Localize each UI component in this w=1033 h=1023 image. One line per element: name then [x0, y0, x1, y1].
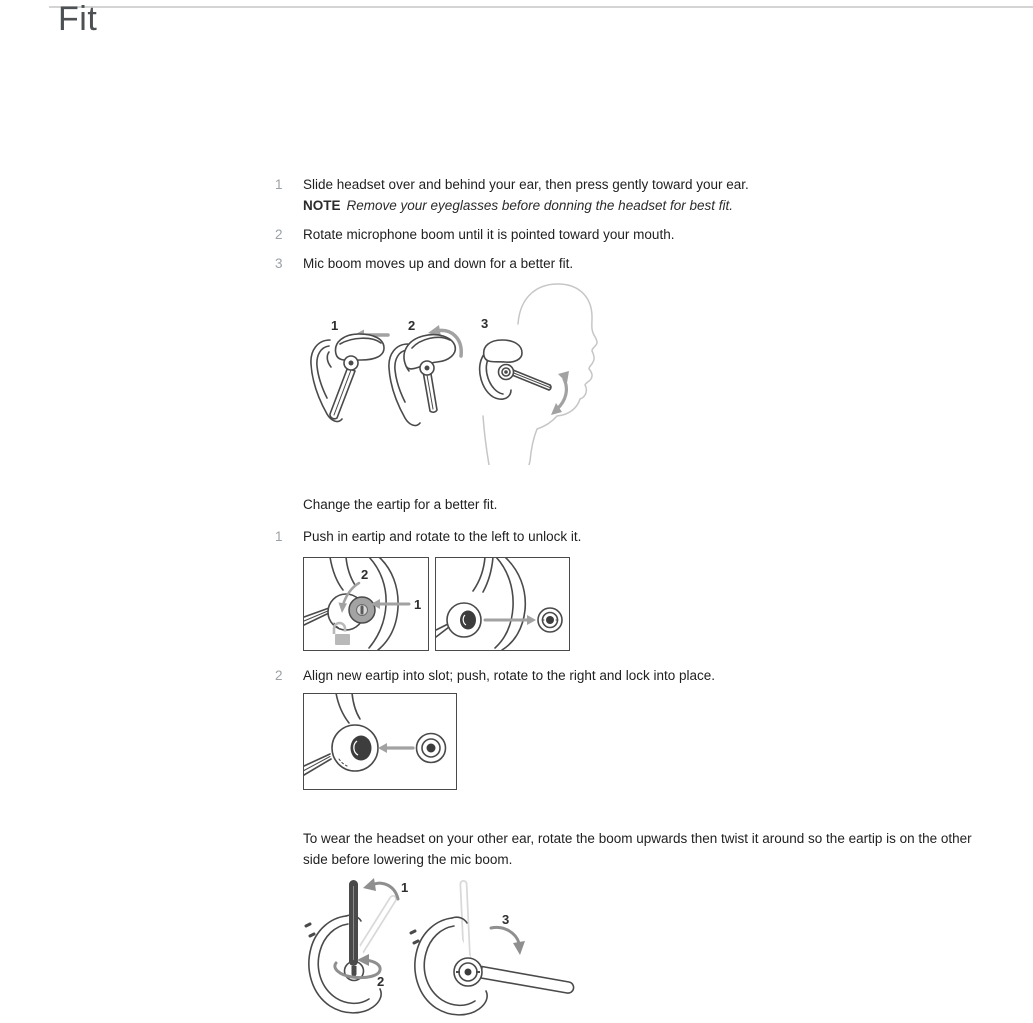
note-text: Remove your eyeglasses before donning the headset for best fit.	[346, 198, 733, 213]
step-text: Mic boom moves up and down for a better fit.	[303, 256, 574, 271]
unlock-figure-row	[303, 557, 570, 651]
figure-step-label: 1	[401, 880, 409, 895]
headset-boom-down-illustration	[411, 884, 574, 1015]
step-text: Align new eartip into slot; push, rotate to the right and lock into place.	[303, 668, 715, 683]
fit-step-2	[275, 224, 1015, 245]
top-rule	[49, 6, 1033, 8]
note-label: NOTE	[303, 198, 341, 213]
figure-step-label: 3	[481, 316, 489, 331]
headset-on-ear-illustration	[480, 340, 551, 399]
insert-figure	[303, 693, 457, 790]
lower-boom-arrow-icon	[491, 927, 525, 955]
eartip-step-1	[275, 526, 1015, 555]
headset-illustration	[330, 334, 384, 419]
eartip-insert-illustration	[303, 693, 457, 790]
figure-step-label: 2	[408, 318, 416, 333]
eartip-removed-illustration	[435, 557, 570, 651]
step-number: 2	[275, 668, 283, 683]
figure-step-label: 2	[377, 974, 385, 989]
step-number: 1	[275, 177, 283, 192]
fit-figure	[300, 282, 620, 465]
figure-step-label: 2	[361, 567, 369, 582]
headset-illustration	[404, 335, 455, 413]
figure-step-label: 1	[414, 597, 422, 612]
fit-step-3	[275, 253, 1015, 274]
fit-steps-list	[275, 174, 1015, 282]
step-number: 3	[275, 256, 283, 271]
headset-boom-up-illustration	[306, 880, 393, 1013]
eartip-intro: Change the eartip for a better fit.	[303, 497, 498, 512]
eartip-step-2	[275, 665, 1015, 694]
page-title: Fit	[58, 0, 98, 38]
step-number: 2	[275, 227, 283, 242]
figure-step-label: 1	[331, 318, 339, 333]
eartip-unlock-illustration	[303, 557, 429, 651]
step-text: Rotate microphone boom until it is pointed toward your mouth.	[303, 227, 675, 242]
fit-step-1	[275, 174, 1015, 216]
figure-step-label: 3	[502, 912, 510, 927]
step-note	[303, 195, 1015, 216]
step-text: Slide headset over and behind your ear, then press gently toward your ear.	[303, 177, 749, 192]
flip-illustration	[292, 872, 577, 1022]
fit-illustration	[300, 282, 620, 465]
flip-figure	[292, 872, 577, 1022]
step-number: 1	[275, 529, 283, 544]
eartip-illustration	[349, 597, 375, 623]
up-down-arrow-icon	[551, 371, 569, 415]
step-text: Push in eartip and rotate to the left to unlock it.	[303, 529, 582, 544]
other-ear-text: To wear the headset on your other ear, rotate the boom upwards then twist it around so the eartip is on the other side before lowering the mic boom.	[303, 831, 972, 867]
